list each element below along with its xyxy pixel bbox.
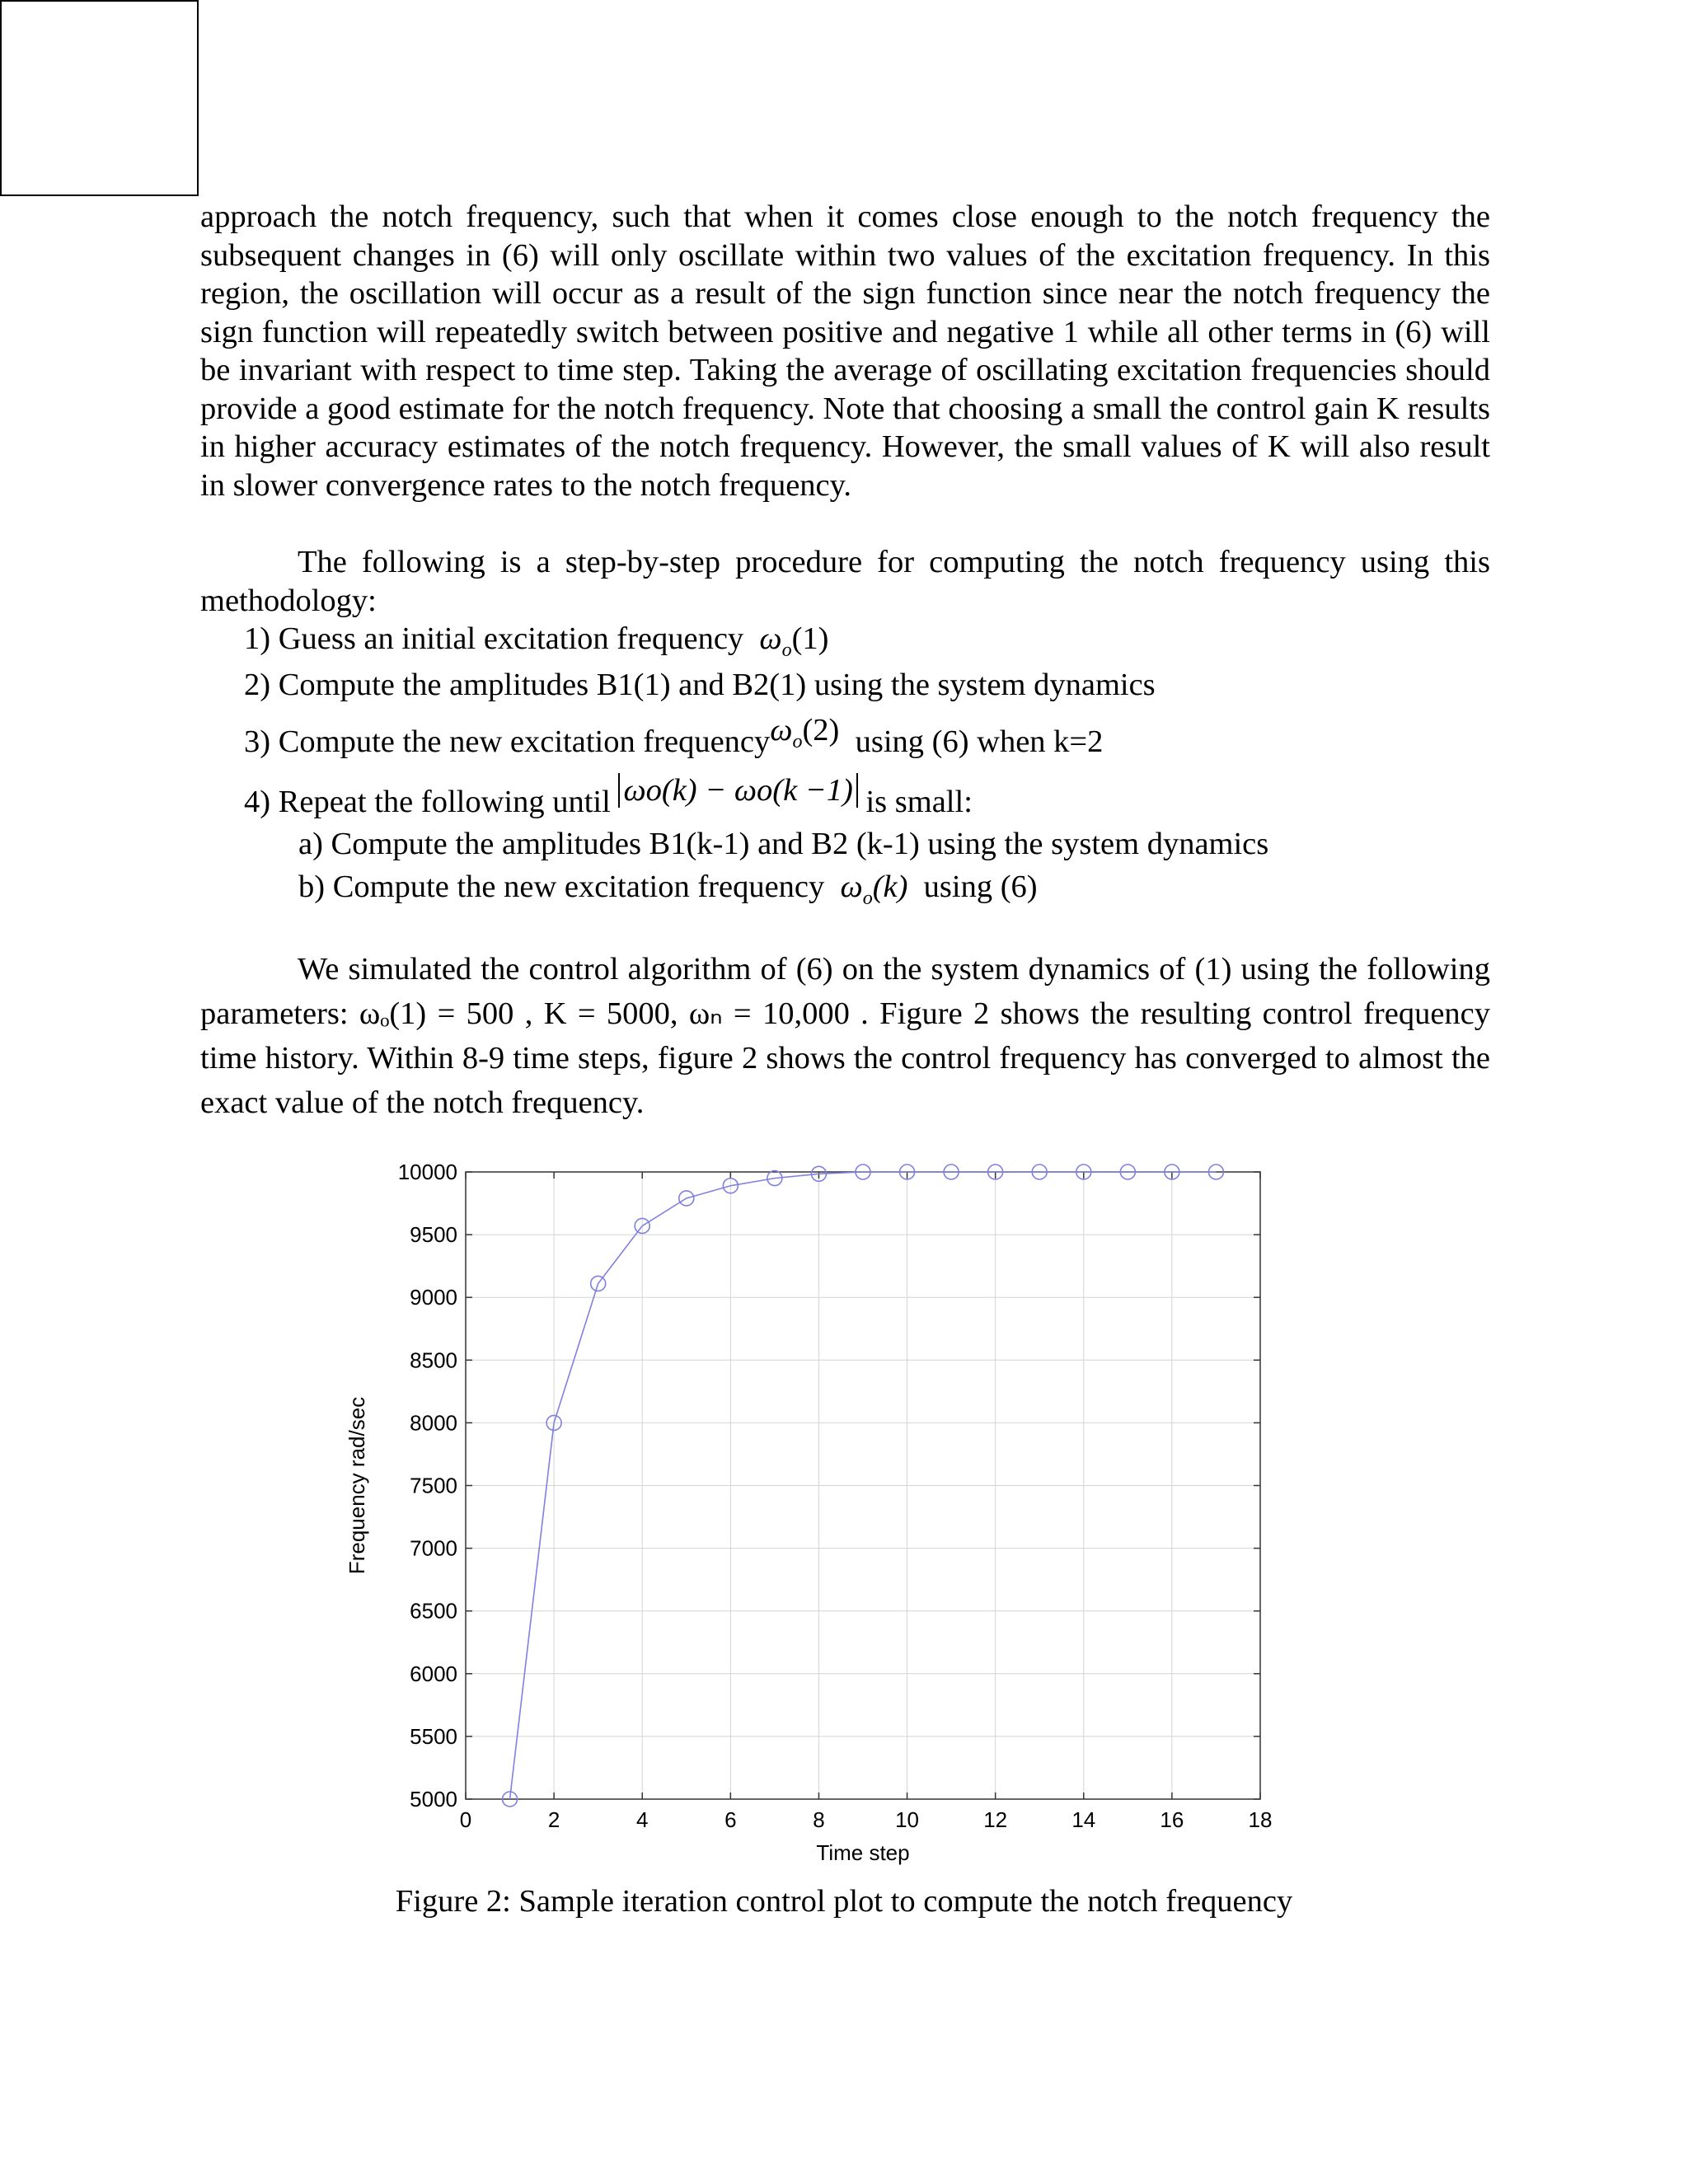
y-tick-label: 9500 <box>410 1222 457 1248</box>
step-1 <box>244 620 829 669</box>
y-tick-label: 6500 <box>410 1598 457 1624</box>
step-4-tail: is small: <box>865 785 973 819</box>
x-tick-label: 2 <box>547 1807 560 1832</box>
step-1-sub: o <box>781 640 792 661</box>
x-tick-label: 14 <box>1071 1807 1096 1832</box>
step-3-arg: (2) <box>802 713 840 748</box>
y-tick-label: 10000 <box>397 1160 457 1184</box>
step-4b-text: b) Compute the new excitation frequency <box>298 869 825 904</box>
step-4b <box>298 868 1038 917</box>
y-tick-label: 7500 <box>410 1473 457 1498</box>
y-tick-label: 5000 <box>410 1787 457 1811</box>
x-tick-label: 4 <box>635 1807 649 1832</box>
x-tick-label: 18 <box>1248 1807 1273 1832</box>
x-tick-label: 0 <box>459 1807 472 1832</box>
y-axis-label: Frequency rad/sec <box>345 1396 369 1575</box>
step-3-sub: o <box>792 731 803 752</box>
figure-caption: Figure 2: Sample iteration control plot to compute the notch frequency <box>395 1884 1293 1919</box>
chart-grid <box>466 1172 1260 1799</box>
step-4a-text: a) Compute the amplitudes B1(k-1) and B2 (k-1) using the system dynamics <box>298 827 1269 861</box>
step-2 <box>244 666 1156 704</box>
x-tick-label: 16 <box>1160 1807 1184 1832</box>
x-tick-label: 12 <box>983 1807 1008 1832</box>
paragraph-notch-approach: approach the notch frequency, such that when it comes close enough to the notch frequency the subsequent changes in (6) will only oscillate within two values of the excitation frequency. In this region, the oscillation will occur as a result of the sign function since near the notch frequency the sign function will repeatedly switch between positive and negative 1 while all other terms in (6) will be invariant with respect to time step. Taking the average of oscillating excitation frequencies should provide a good estimate for the notch frequency. Note that choosing a small the control gain K results in higher accuracy estimates of the notch frequency. However, the small values of K will also result in slower convergence rates to the notch frequency. <box>200 199 1490 503</box>
step-4b-arg: (k) <box>872 869 908 904</box>
y-tick-label: 9000 <box>410 1285 457 1310</box>
x-tick-label: 8 <box>813 1807 825 1832</box>
x-tick-label: 6 <box>724 1807 737 1832</box>
step-4b-sub: o <box>862 888 873 909</box>
step-2-text: 2) Compute the amplitudes B1(1) and B2(1) using the system dynamics <box>244 668 1156 702</box>
step-3 <box>244 713 1104 772</box>
chart-ticks <box>398 1160 1273 1832</box>
y-tick-label: 7000 <box>410 1535 457 1561</box>
step-1-omega: ω <box>759 621 782 656</box>
chart-svg <box>330 1154 1286 1879</box>
x-tick-label: 10 <box>895 1807 920 1832</box>
paragraph-simulation: We simulated the control algorithm of (6) on the system dynamics of (1) using the following parameters: ωₒ(1) = 500 , K = 5000, ωₙ = 10,000 . Figure 2 shows the resulting control frequency time history. Within 8-9 time steps, figure 2 shows the control frequency has converged to almost the exact value of the notch frequency. <box>200 952 1490 1120</box>
y-tick-label: 6000 <box>410 1661 457 1686</box>
y-tick-label: 8500 <box>410 1347 457 1373</box>
step-4b-tail: using (6) <box>923 869 1038 904</box>
step-3-omega: ω <box>770 713 793 748</box>
corner-box <box>0 0 199 196</box>
x-axis-label: Time step <box>816 1840 910 1865</box>
step-4b-omega: ω <box>840 869 863 904</box>
step-3-text: 3) Compute the new excitation frequency <box>244 724 771 759</box>
y-tick-label: 8000 <box>410 1410 457 1436</box>
step-4a <box>298 825 1268 863</box>
step-4 <box>244 773 973 821</box>
y-tick-label: 5500 <box>410 1723 457 1749</box>
step-4-text: 4) Repeat the following until <box>244 785 611 819</box>
step-1-arg: (1) <box>791 621 829 656</box>
figure-2-chart <box>330 1154 1286 1879</box>
step-1-text: 1) Guess an initial excitation frequency <box>244 621 744 656</box>
step-4-expression: ωo(k) − ωo(k −1) <box>618 773 857 808</box>
step-3-tail: using (6) when k=2 <box>855 724 1104 759</box>
paragraph-procedure-intro: The following is a step-by-step procedure for computing the notch frequency using this methodology: <box>200 545 1490 618</box>
